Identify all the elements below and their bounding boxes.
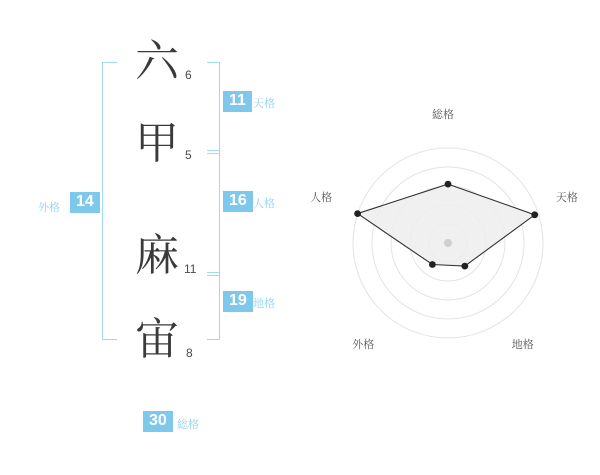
radar-data-point [354, 210, 361, 217]
radar-chart [300, 0, 600, 470]
radar-data-point [445, 181, 452, 188]
stroke-count-3: 11 [184, 262, 197, 276]
bracket-tenkaku [207, 62, 220, 154]
kakusu-value-chikaku: 19 [223, 291, 253, 312]
stroke-count-2: 5 [185, 148, 192, 162]
radar-data-point [429, 261, 436, 268]
bracket-chikaku [207, 272, 220, 340]
radar-axis-label-gaikaku: 外格 [352, 338, 375, 351]
kanji-char-1: 六 [135, 36, 179, 87]
bracket-jinkaku [207, 150, 220, 276]
kanji-char-4: 宙 [135, 314, 179, 365]
stroke-count-1: 6 [185, 68, 192, 82]
radar-data-point [531, 211, 538, 218]
kakusu-label-soukaku: 総格 [177, 419, 199, 431]
kakusu-value-gaikaku: 14 [70, 192, 100, 213]
kakusu-value-soukaku: 30 [143, 411, 173, 432]
bracket-gaikaku [102, 62, 117, 340]
kakusu-label-tenkaku: 天格 [253, 98, 275, 110]
kakusu-label-gaikaku: 外格 [38, 202, 60, 214]
radar-axis-label-jinkaku: 人格 [310, 191, 333, 204]
kakusu-value-tenkaku: 11 [223, 91, 252, 112]
kanji-char-2: 甲 [135, 118, 179, 169]
radar-center-dot [444, 239, 452, 247]
kakusu-label-chikaku: 地格 [253, 298, 275, 310]
radar-axis-label-tenkaku: 天格 [555, 191, 578, 204]
radar-axis-label-chikaku: 地格 [511, 338, 534, 351]
radar-data-point [461, 263, 468, 270]
radar-axis-label-soukaku: 総格 [432, 109, 454, 121]
stroke-count-4: 8 [186, 346, 193, 360]
radar-chart-svg [300, 0, 600, 470]
kanji-char-3: 麻 [135, 230, 179, 281]
kakusu-value-jinkaku: 16 [223, 191, 253, 212]
name-kakusu-diagram [0, 0, 300, 470]
kakusu-label-jinkaku: 人格 [253, 198, 275, 210]
